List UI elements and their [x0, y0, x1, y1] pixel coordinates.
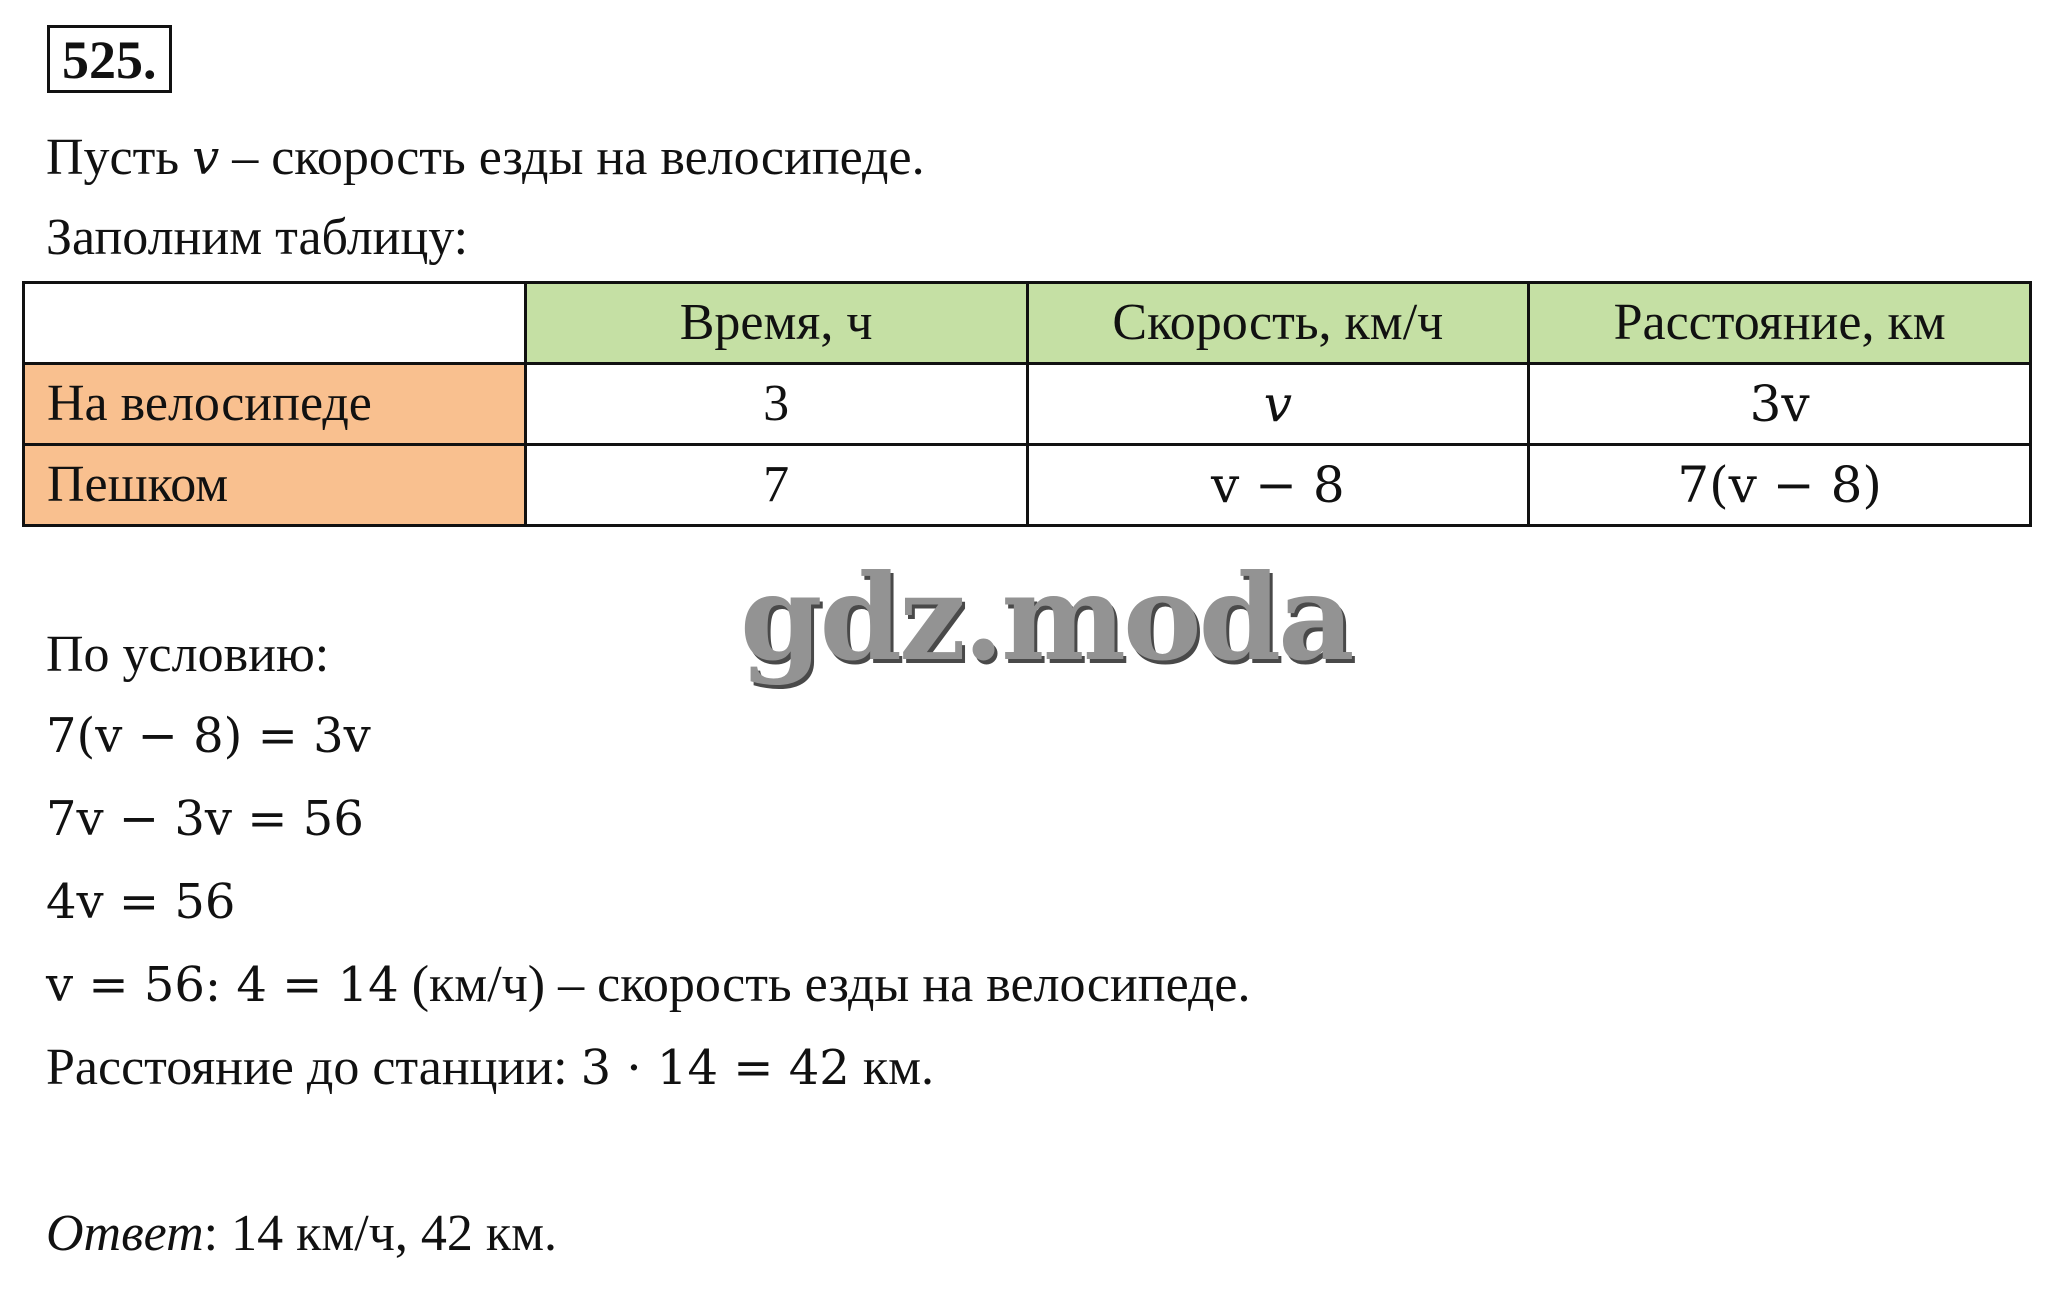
header-distance: Расстояние, км [1529, 283, 2031, 364]
equation-2: 7v − 3v = 56 [46, 791, 364, 847]
header-time: Время, ч [525, 283, 1027, 364]
intro-variable: v [192, 130, 220, 186]
distance-math: 3 · 14 = 42 [580, 1040, 850, 1096]
cell-walking-speed-value: v − 8 [1211, 455, 1345, 514]
condition-label: По условию: [46, 626, 330, 683]
cell-walking-time: 7 [525, 445, 1027, 526]
table-header-row [24, 283, 2031, 364]
cell-bicycle-distance [1529, 364, 2031, 445]
cell-bicycle-time: 3 [525, 364, 1027, 445]
data-table [22, 281, 2032, 527]
cell-walking-distance [1529, 445, 2031, 526]
equation-3: 4v = 56 [46, 874, 236, 930]
row-label-walking: Пешком [24, 445, 526, 526]
table-corner-cell [24, 283, 526, 364]
intro-text-after: – скорость езды на велосипеде. [219, 129, 925, 186]
table-row [24, 445, 2031, 526]
intro-line-2: Заполним таблицу: [46, 209, 469, 266]
cell-walking-distance-value: 7(v − 8) [1677, 455, 1882, 514]
equation-4-text: (км/ч) – скорость езды на велосипеде. [398, 956, 1251, 1013]
distance-text: Расстояние до станции: [46, 1039, 581, 1096]
watermark-logo: gdz.moda [740, 548, 1352, 687]
cell-walking-speed [1027, 445, 1529, 526]
equation-4 [46, 955, 1251, 1015]
answer-text: : 14 км/ч, 42 км. [203, 1205, 558, 1262]
intro-text-before: Пусть [46, 129, 193, 186]
answer-label: Ответ [46, 1205, 204, 1262]
equation-1: 7(v − 8) = 3v [46, 708, 371, 764]
table-row [24, 364, 2031, 445]
answer-line [46, 1204, 557, 1264]
equation-4-math: v = 56: 4 = 14 [46, 957, 399, 1013]
distance-unit: км. [849, 1039, 934, 1096]
cell-bicycle-speed [1027, 364, 1529, 445]
problem-number: 525. [47, 25, 172, 93]
cell-bicycle-speed-value: v [1263, 374, 1292, 433]
header-speed: Скорость, км/ч [1027, 283, 1529, 364]
distance-line [46, 1038, 934, 1098]
cell-bicycle-distance-value: 3v [1749, 374, 1810, 433]
row-label-bicycle: На велосипеде [24, 364, 526, 445]
intro-line-1 [46, 128, 925, 188]
